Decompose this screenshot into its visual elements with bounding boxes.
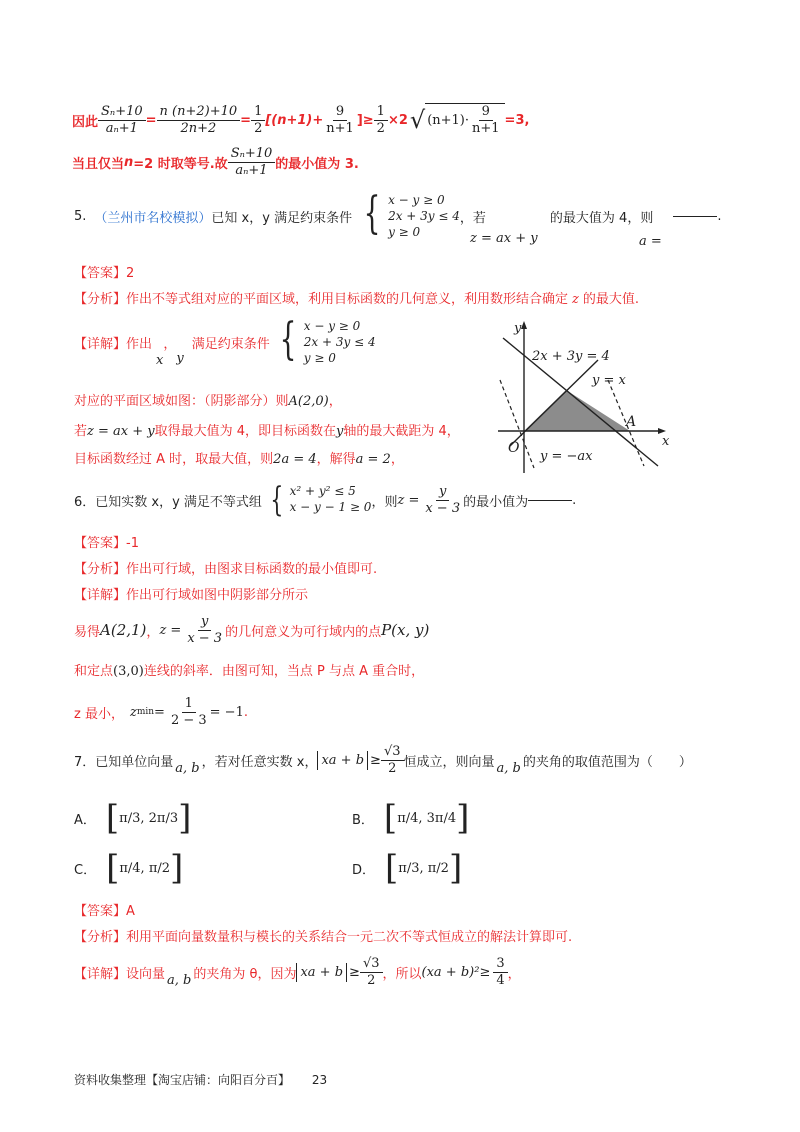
text: ≥ [370, 752, 381, 768]
abs-expression: xa + b [317, 751, 368, 770]
analysis-label: 【分析】 [74, 562, 127, 577]
text: 作出可行域，由图求目标函数的最小值即可. [126, 562, 378, 577]
constraint: y ≥ 0 [303, 351, 336, 365]
text: a, b [167, 972, 192, 988]
text: z 最小， [74, 706, 124, 722]
text: 已知实数 x，y 满足不等式组 [95, 494, 262, 510]
q5-a-eq: a = [639, 234, 662, 249]
q5-z-expr: z = ax + y [470, 231, 538, 246]
origin-label: O [508, 440, 520, 456]
frac-num: 9 [479, 104, 493, 121]
analysis-label: 【分析】 [74, 292, 127, 307]
text: (xa + b)² [421, 964, 480, 980]
frac-num: 9 [333, 104, 347, 121]
answer-value: -1 [126, 536, 139, 551]
point-A-label: A [626, 414, 637, 430]
text: 的最小值为 [463, 494, 529, 510]
line-label-y-neg-ax: y = −ax [540, 449, 593, 464]
top-line-1 [72, 98, 529, 142]
shaded-region [524, 390, 630, 431]
question-number: 5. [74, 208, 87, 224]
line-label-2x3y: 2x + 3y = 4 [532, 349, 610, 364]
text: 目标函数经过 A 时，取最大值，则 [74, 452, 274, 467]
text: . [243, 704, 248, 720]
axis-label-y: y [514, 321, 522, 336]
text: 取得最大值为 4，即目标函数在 [154, 424, 337, 439]
frac-den: 2 [388, 760, 397, 776]
frac-num: √3 [360, 956, 383, 973]
q6-detail-2 [74, 610, 429, 650]
text: ， [507, 966, 521, 982]
interval-upper: 2π/3 [148, 810, 179, 826]
text: ]≥ [356, 112, 374, 128]
text: = [145, 112, 157, 128]
text: A(2,1) [100, 621, 147, 639]
text: z [572, 292, 579, 307]
text: z = [159, 622, 182, 638]
text: ，若对任意实数 x， [201, 754, 318, 770]
text: 和定点 [74, 664, 114, 679]
detail-label: 【详解】 [74, 336, 127, 352]
constraint: 2x + 3y ≤ 4 [388, 209, 460, 223]
analysis-label: 【分析】 [74, 930, 127, 945]
text: 已知 x，y 满足约束条件 [211, 210, 353, 226]
fraction [374, 104, 388, 136]
option-label: D． [352, 862, 376, 878]
detail-label: 【详解】 [74, 588, 127, 603]
fraction [422, 484, 463, 516]
q5-detail-3 [74, 420, 460, 439]
frac-den: 4 [496, 972, 505, 988]
text: 2a = 4 [273, 452, 317, 467]
frac-den: aₙ+1 [235, 162, 268, 178]
interval-lower: π/3 [398, 860, 420, 876]
interval: [ π/3 , 2π/3 ] [105, 798, 192, 838]
interval-upper: π/2 [148, 860, 171, 876]
constraint: x − y ≥ 0 [303, 319, 361, 333]
question-source: （兰州市名校模拟） [94, 210, 212, 226]
frac-den: 2 [376, 120, 385, 136]
text: 作出可行域如图中阴影部分所示 [126, 588, 309, 603]
q5-detail-2 [74, 390, 342, 409]
fraction [381, 744, 404, 776]
text: 因此 [72, 114, 99, 130]
text: y [176, 350, 184, 366]
text: ×2 [387, 112, 408, 128]
text: ，若 [459, 210, 486, 226]
text: 作出不等式组对应的平面区域，利用目标函数的几何意义，利用数形结合确定 [126, 292, 569, 307]
interval: [ π/3 , π/2 ] [385, 848, 463, 888]
text: 连线的斜率．由图可知，当点 P 与点 A 重合时， [143, 664, 425, 679]
text: n [124, 154, 134, 170]
question-number: 6． [74, 494, 96, 510]
text: . [572, 492, 577, 508]
left-brace-icon: { [270, 480, 284, 520]
constraint-system [266, 480, 372, 520]
fraction [228, 146, 276, 178]
text: 恒成立，则向量 [403, 754, 495, 770]
q7-stem [74, 738, 692, 782]
frac-num: Sₙ+10 [98, 104, 146, 121]
answer-blank [528, 500, 572, 501]
frac-den: n+1 [472, 121, 500, 136]
abs-expression: xa + b [296, 963, 347, 982]
text: x [156, 352, 164, 368]
text: 若 [74, 424, 88, 439]
feasible-region-diagram [488, 318, 678, 478]
q6-answer [74, 532, 139, 551]
fraction [157, 104, 241, 136]
option-label: B． [352, 812, 374, 828]
left-brace-icon: { [363, 188, 381, 239]
fraction [360, 956, 383, 988]
text: 易得 [74, 624, 101, 640]
frac-num: y [436, 484, 449, 501]
page-footer [74, 1071, 327, 1088]
text: =2 时取等号.故 [133, 156, 228, 172]
q5-stem [74, 188, 721, 244]
question-number: 7． [74, 754, 96, 770]
text: 当且仅当 [72, 156, 125, 172]
frac-den: n+1 [326, 120, 354, 136]
line-label-yx: y = x [592, 373, 626, 388]
text: (3,0) [113, 664, 144, 679]
text: ， [146, 624, 160, 640]
frac-num: n (n+2)+10 [157, 104, 241, 121]
answer-label: 【答案】 [74, 536, 127, 551]
q7-option-c[interactable] [74, 846, 183, 890]
frac-den: x − 3 [187, 630, 223, 646]
q7-answer [74, 900, 135, 919]
frac-num: Sₙ+10 [228, 146, 276, 163]
detail-label: 【详解】 [74, 966, 127, 982]
fraction [323, 104, 357, 136]
text: A(2,0) [288, 394, 329, 409]
text: 的最大值. [582, 292, 640, 307]
answer-label: 【答案】 [74, 904, 127, 919]
q6-detail-1 [74, 584, 308, 603]
constraint-system [358, 188, 460, 240]
interval: [ π/4 , π/2 ] [106, 848, 184, 888]
frac-num: y [198, 614, 211, 631]
text: 的最大值为 4，则 [549, 210, 654, 226]
answer-label: 【答案】 [74, 266, 127, 281]
text: ， [390, 452, 404, 467]
text: y [336, 424, 344, 439]
text: [(n+1)+ [265, 112, 324, 128]
top-line-2 [72, 142, 359, 182]
y-axis-arrow-icon [521, 321, 527, 329]
left-brace-icon: { [279, 314, 297, 365]
text: 轴的最大截距为 4， [343, 424, 460, 439]
frac-num: 1 [251, 104, 265, 121]
fraction [98, 104, 146, 136]
fraction [493, 956, 507, 988]
interval-lower: π/4 [397, 810, 419, 826]
frac-den: aₙ+1 [105, 120, 138, 136]
text: a, b [175, 760, 200, 776]
q6-detail-4 [74, 692, 248, 732]
fraction [469, 104, 503, 136]
frac-num: √3 [381, 744, 404, 761]
frac-num: 3 [493, 956, 507, 973]
text: a, b [496, 760, 521, 776]
interval-lower: π/3 [119, 810, 141, 826]
constraint: x² + y² ≤ 5 [289, 484, 356, 498]
text: min [136, 707, 155, 717]
footer-text: 资料收集整理【淘宝店铺：向阳百分百】 [74, 1073, 291, 1087]
sqrt-content [425, 103, 504, 136]
q5-analysis [74, 288, 639, 307]
text: P(x, y) [381, 621, 430, 639]
text: 的最小值为 3. [275, 156, 359, 172]
q7-option-b[interactable] [352, 796, 469, 840]
fraction [184, 614, 225, 646]
text: 满足约束条件 [191, 336, 270, 352]
text: ， [163, 336, 177, 352]
q7-option-a[interactable] [74, 796, 191, 840]
sqrt-sign-icon: √ [409, 106, 426, 134]
text: z = [397, 492, 420, 508]
frac-den: 2n+2 [180, 120, 217, 136]
axis-label-x: x [662, 434, 670, 449]
q6-analysis [74, 558, 377, 577]
interval-upper: π/2 [427, 860, 449, 876]
q5-detail-1 [74, 312, 376, 372]
answer-value: 2 [126, 266, 135, 281]
constraint: x − y − 1 ≥ 0 [289, 500, 372, 514]
interval-upper: 3π/4 [426, 810, 457, 826]
answer-value: A [126, 904, 135, 919]
answer-blank [673, 216, 717, 217]
text: 对应的平面区域如图：（阴影部分）则 [74, 394, 289, 409]
frac-den: 2 [367, 972, 376, 988]
text: a = 2 [355, 452, 391, 467]
constraint: y ≥ 0 [388, 225, 421, 239]
fraction [168, 696, 210, 728]
page-number: 23 [311, 1073, 328, 1087]
text: . [717, 208, 722, 224]
q5-answer [74, 262, 134, 281]
text: ≥ [349, 964, 360, 980]
interval-lower: π/4 [119, 860, 141, 876]
q5-detail-4 [74, 448, 404, 467]
text: ≥ [479, 964, 491, 980]
text: ，所以 [382, 966, 422, 982]
text: z [129, 704, 137, 720]
q6-detail-3 [74, 660, 424, 679]
q7-option-d[interactable] [352, 846, 462, 890]
option-label: A． [74, 812, 96, 828]
q7-detail [74, 950, 521, 994]
text: 的几何意义为可行域内的点 [225, 624, 382, 640]
text: 已知单位向量 [95, 754, 174, 770]
constraint: x − y ≥ 0 [388, 193, 445, 207]
text: ，则 [371, 494, 398, 510]
text: = [154, 704, 165, 720]
interval: [ π/4 , 3π/4 ] [383, 798, 470, 838]
text: = [240, 112, 252, 128]
text: 的夹角为 θ，因为 [193, 966, 297, 982]
fraction [251, 104, 265, 136]
text: ， [328, 394, 342, 409]
frac-num: 1 [374, 104, 388, 121]
text: ，解得 [316, 452, 356, 467]
frac-den: x − 3 [425, 500, 461, 516]
text: 利用平面向量数量积与模长的关系结合一元二次不等式恒成立的解法计算即可. [126, 930, 573, 945]
text: = −1 [209, 704, 244, 720]
q7-analysis [74, 926, 572, 945]
option-label: C． [74, 862, 97, 878]
constraint: 2x + 3y ≤ 4 [303, 335, 376, 349]
frac-den: 2 − 3 [170, 712, 207, 728]
q6-stem [74, 478, 576, 522]
constraint-system [274, 314, 376, 366]
text: z = ax + y [87, 424, 155, 439]
text: =3, [504, 112, 530, 128]
text: 作出 [126, 336, 153, 352]
frac-num: 1 [182, 696, 196, 713]
text: 设向量 [126, 966, 166, 982]
frac-den: 2 [254, 120, 263, 136]
text: 的夹角的取值范围为（ ） [522, 754, 692, 770]
text: (n+1)· [427, 113, 469, 128]
